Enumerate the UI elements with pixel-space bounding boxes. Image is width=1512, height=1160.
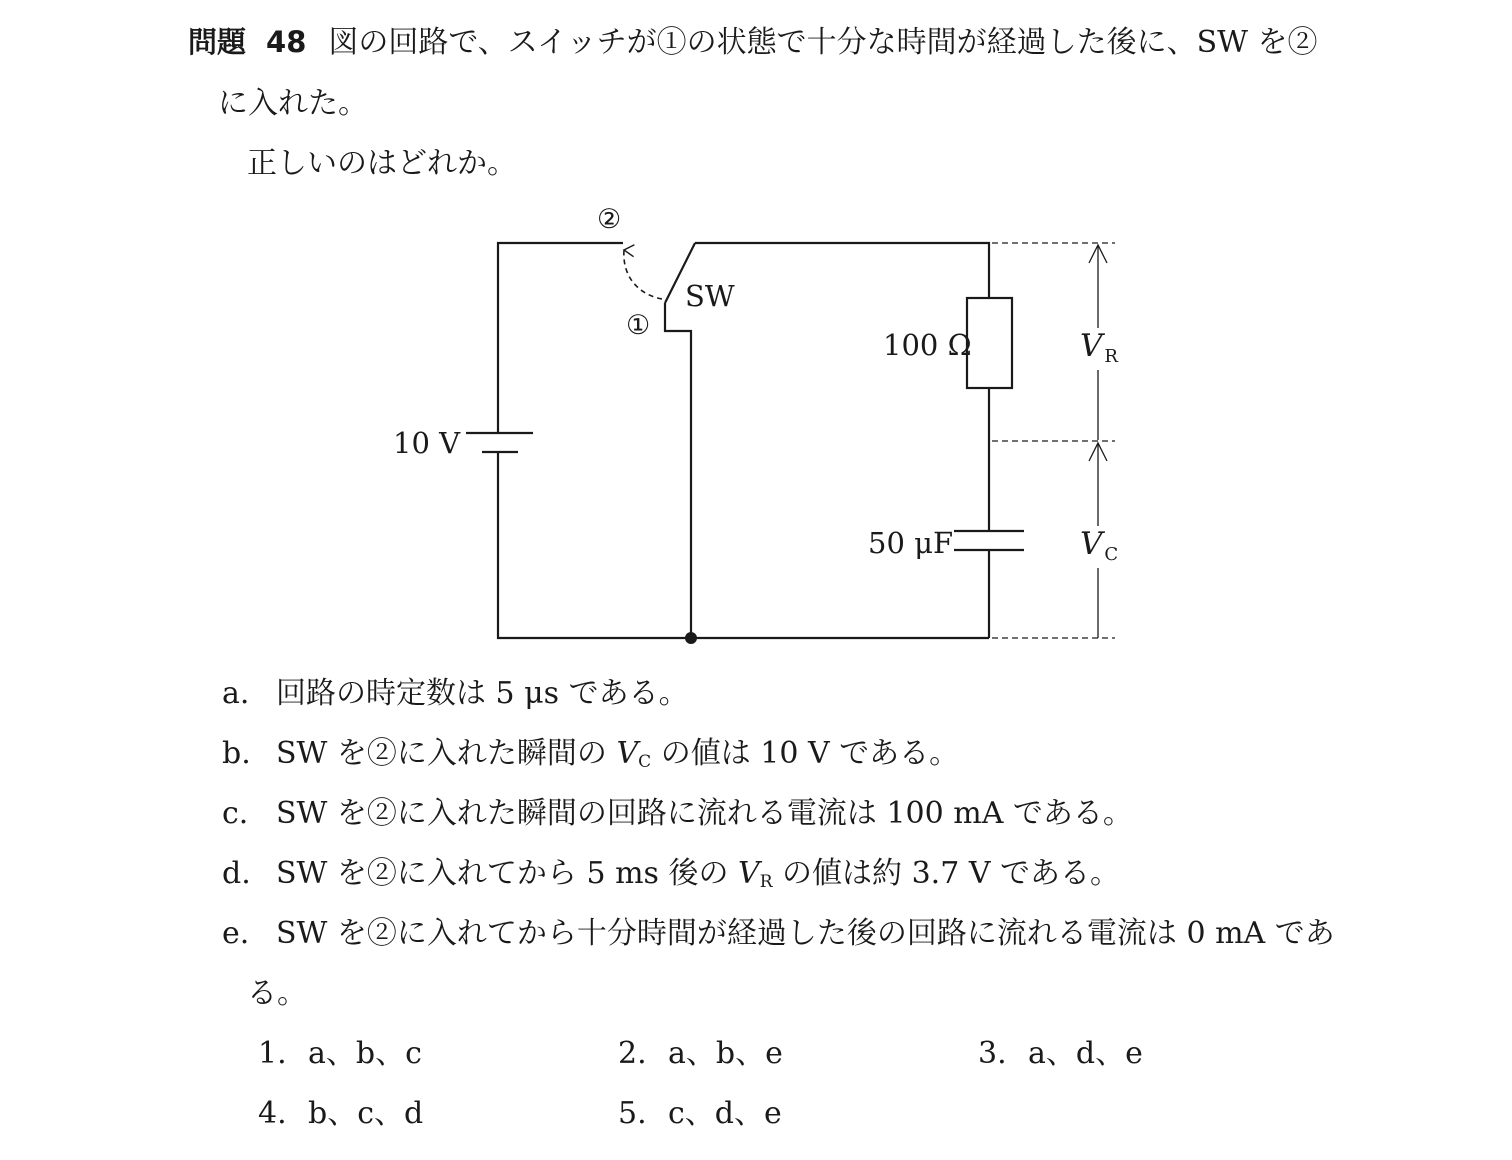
option-text-pre: SW を②に入れてから 5 ms 後の — [276, 856, 729, 891]
option-text: SW を②に入れた瞬間の回路に流れる電流は 100 mA である。 — [276, 796, 1133, 831]
option-text-cont: る。 — [247, 976, 307, 1011]
question-prompt-text: 正しいのはどれか。 — [247, 146, 517, 181]
switch-label: SW — [685, 279, 735, 313]
question-text-line2: に入れた。 — [218, 86, 368, 121]
choice-text: c、d、e — [668, 1096, 782, 1131]
option-text-post: の値は 10 V である。 — [660, 736, 960, 771]
switch-position-1: ① — [626, 310, 651, 341]
vc-label: V C — [1080, 526, 1119, 565]
option-b — [222, 736, 959, 780]
battery-label: 10 V — [393, 426, 461, 460]
option-variable: $V_R$ — [738, 856, 773, 892]
switch-position-2: ② — [597, 204, 622, 235]
option-d — [222, 856, 1120, 900]
capacitor-label: 50 μF — [868, 526, 954, 560]
option-e — [222, 916, 1335, 952]
option-letter: a. — [222, 676, 250, 711]
resistor-body — [967, 298, 1012, 388]
choice-2[interactable] — [618, 1036, 783, 1072]
resistor-label: 100 Ω — [883, 328, 972, 362]
option-e-continuation — [247, 976, 307, 1012]
choice-number: 2. — [618, 1036, 647, 1071]
option-text-pre: SW を②に入れた瞬間の — [276, 736, 607, 771]
choice-text: a、b、e — [668, 1036, 783, 1071]
choice-text: a、d、e — [1028, 1036, 1143, 1071]
choice-number: 5. — [618, 1096, 647, 1131]
option-a — [222, 676, 689, 712]
option-letter: e. — [222, 916, 250, 951]
switch-arc-icon — [624, 250, 662, 299]
question-text-line1: 図の回路で、スイッチが①の状態で十分な時間が経過した後に、SW を② — [328, 25, 1318, 60]
option-text: 回路の時定数は 5 μs である。 — [276, 676, 689, 711]
choice-3[interactable] — [978, 1036, 1143, 1072]
option-text: SW を②に入れてから十分時間が経過した後の回路に流れる電流は 0 mA であ — [276, 916, 1335, 951]
choice-text: a、b、c — [308, 1036, 422, 1071]
vr-label: V R — [1080, 328, 1118, 367]
choice-5[interactable] — [618, 1096, 782, 1132]
option-letter: b. — [222, 736, 251, 771]
option-letter: d. — [222, 856, 251, 891]
wire-top-right — [695, 243, 989, 298]
choice-1[interactable] — [258, 1036, 422, 1072]
choice-4[interactable] — [258, 1096, 423, 1132]
option-text-post: の値は約 3.7 V である。 — [782, 856, 1121, 891]
question-number: 48 — [266, 25, 307, 59]
question-label: 問題 — [188, 25, 247, 59]
choice-number: 1. — [258, 1036, 287, 1071]
choice-text: b、c、d — [308, 1096, 424, 1131]
option-variable: $V_C$ — [616, 736, 652, 772]
choice-number: 3. — [978, 1036, 1007, 1071]
choice-number: 4. — [258, 1096, 287, 1131]
option-letter: c. — [222, 796, 249, 831]
junction-dot — [685, 632, 697, 644]
wire-switch-center — [665, 303, 691, 638]
wire-left-top — [498, 243, 623, 433]
option-c — [222, 796, 1133, 832]
